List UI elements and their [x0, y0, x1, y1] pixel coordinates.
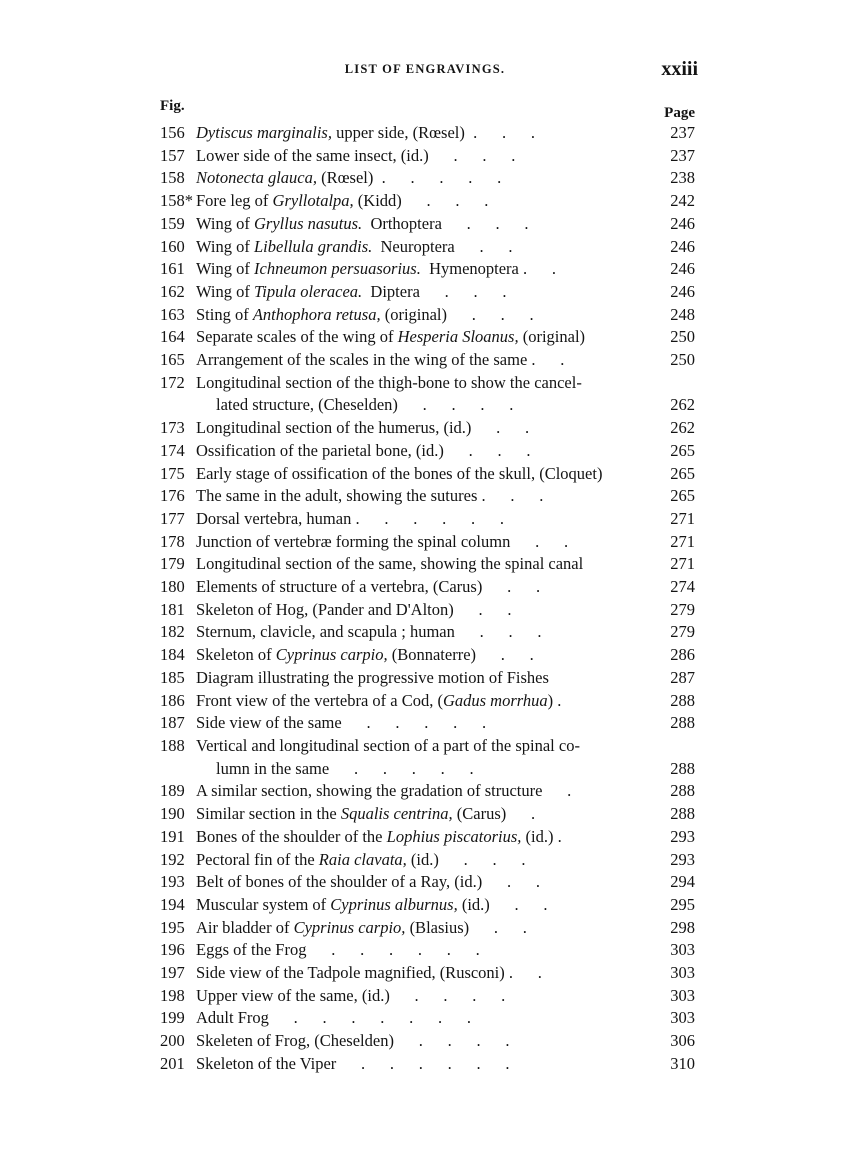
entry-text: Diptera . . . [362, 281, 507, 301]
entry-title [196, 531, 647, 554]
fig-number: 178 [160, 531, 185, 551]
entry-title [196, 372, 647, 417]
entry-text: Wing of [196, 259, 254, 279]
entry-line [196, 304, 647, 327]
fig-number: 163 [160, 304, 185, 324]
fig-number: 196 [160, 940, 185, 960]
page-ref: 262 [670, 395, 695, 415]
page-ref: 250 [670, 327, 695, 347]
fig-number: 164 [160, 327, 185, 347]
list-item [160, 985, 695, 1008]
page-ref: 286 [670, 645, 695, 665]
fig-number: 158 [160, 168, 185, 188]
fig-number: 173 [160, 418, 185, 438]
page-ref: 279 [670, 599, 695, 619]
list-item [160, 531, 695, 554]
entry-line [196, 1053, 647, 1076]
entry-line [196, 258, 647, 281]
list-item [160, 894, 695, 917]
page-ref: 310 [670, 1053, 695, 1073]
entry-text: Sting of [196, 304, 253, 324]
page-ref: 295 [670, 894, 695, 914]
entry-line [196, 190, 647, 213]
entry-text: Early stage of ossification of the bones of the skull, (Cloquet) [196, 463, 603, 483]
list-item [160, 349, 695, 372]
list-item [160, 1030, 695, 1053]
list-item [160, 576, 695, 599]
page-number: xxiii [661, 58, 698, 80]
entry-text: Vertical and longitudinal section of a part of the spinal co- [196, 735, 580, 755]
fig-number: 186 [160, 690, 185, 710]
entry-title [196, 780, 647, 803]
list-item [160, 417, 695, 440]
list-item [160, 213, 695, 236]
species-name: Gryllotalpa, [272, 191, 354, 211]
entry-text: Separate scales of the wing of [196, 327, 398, 347]
entry-text: Sternum, clavicle, and scapula ; human . . . [196, 622, 542, 642]
fig-number: 189 [160, 781, 185, 801]
entry-text: Skeleton of Hog, (Pander and D'Alton) . . [196, 599, 512, 619]
species-name: Libellula grandis. [254, 236, 373, 256]
entry-title [196, 985, 647, 1008]
entry-text: (Bonnaterre) . . [387, 645, 534, 665]
fig-number: 194 [160, 894, 185, 914]
entry-text: Longitudinal section of the thigh-bone to show the cancel- [196, 372, 582, 392]
list-item [160, 917, 695, 940]
page-ref: 246 [670, 281, 695, 301]
species-name: Cyprinus carpio, [293, 917, 406, 937]
list-item [160, 667, 695, 690]
list-item [160, 1053, 695, 1076]
entry-title [196, 1053, 647, 1076]
entry-title [196, 326, 647, 349]
entry-text: Bones of the shoulder of the [196, 826, 387, 846]
entry-line [196, 508, 647, 531]
entry-line [196, 621, 647, 644]
list-item [160, 122, 695, 145]
list-item [160, 735, 695, 780]
entry-text: (Carus) . [452, 804, 536, 824]
column-headers [160, 98, 695, 124]
list-item [160, 962, 695, 985]
entry-text: Skeleten of Frog, (Cheselden) . . . . [196, 1031, 510, 1051]
entry-line [196, 553, 647, 576]
fig-number: 177 [160, 508, 185, 528]
entry-line [196, 735, 647, 758]
entry-title [196, 939, 647, 962]
entry-title [196, 508, 647, 531]
entry-text: upper side, (Rœsel) . . . [331, 123, 535, 142]
entry-line [196, 690, 647, 713]
entry-title [196, 1007, 647, 1030]
list-item [160, 553, 695, 576]
entry-title [196, 667, 647, 690]
entry-line [196, 440, 647, 463]
entry-text: (id.) . [521, 826, 562, 846]
entry-title [196, 440, 647, 463]
running-title: LIST OF ENGRAVINGS. [344, 62, 506, 76]
page-ref: 246 [670, 259, 695, 279]
list-item [160, 690, 695, 713]
page-ref: 265 [670, 463, 695, 483]
species-name: Cyprinus alburnus, [330, 894, 458, 914]
list-item [160, 939, 695, 962]
fig-number: 162 [160, 281, 185, 301]
entry-text: Lower side of the same insect, (id.) . . . [196, 145, 516, 165]
entry-line [196, 803, 647, 826]
list-item [160, 440, 695, 463]
fig-number: 195 [160, 917, 185, 937]
entry-title [196, 304, 647, 327]
entry-text: Wing of [196, 281, 254, 301]
page-ref: 303 [670, 1008, 695, 1028]
page-header [0, 58, 850, 88]
entry-text: Ossification of the parietal bone, (id.) . . . [196, 440, 531, 460]
entry-title [196, 803, 647, 826]
list-item [160, 780, 695, 803]
page-ref: 271 [670, 508, 695, 528]
entry-line [196, 213, 647, 236]
entry-text: Adult Frog . . . . . . . [196, 1008, 472, 1028]
page-ref: 246 [670, 213, 695, 233]
entry-title [196, 485, 647, 508]
fig-number: 188 [160, 735, 185, 755]
entry-line [196, 712, 647, 735]
entry-text: Longitudinal section of the humerus, (id.) . . [196, 418, 530, 438]
entry-text: (Rœsel) . . . . . [316, 168, 502, 188]
entry-title [196, 599, 647, 622]
entry-text: Junction of vertebræ forming the spinal column . . [196, 531, 569, 551]
entry-text: (original) [518, 327, 586, 347]
entry-line [196, 894, 647, 917]
entry-text: (id.) . . . [406, 849, 526, 869]
list-item [160, 599, 695, 622]
page-ref: 303 [670, 963, 695, 983]
entry-title [196, 712, 647, 735]
entry-line [196, 463, 647, 486]
fig-number: 165 [160, 350, 185, 370]
species-name: Tipula oleracea. [254, 281, 363, 301]
list-item [160, 485, 695, 508]
entry-title [196, 849, 647, 872]
page-ref: 238 [670, 168, 695, 188]
fig-number: 159 [160, 213, 185, 233]
fig-number: 156 [160, 123, 185, 142]
page-ref: 237 [670, 123, 695, 142]
entry-title [196, 690, 647, 713]
entry-text: Wing of [196, 213, 254, 233]
fig-column-label: Fig. [160, 98, 185, 114]
entry-text: Skeleton of the Viper . . . . . . [196, 1053, 510, 1073]
species-name: Hesperia Sloanus, [397, 327, 519, 347]
species-name: Notonecta glauca, [196, 168, 317, 188]
page-ref: 262 [670, 418, 695, 438]
species-name: Lophius piscatorius, [386, 826, 522, 846]
list-item [160, 712, 695, 735]
entry-text: Neuroptera . . [372, 236, 513, 256]
entry-text: (Blasius) . . [405, 917, 527, 937]
page-ref: 288 [670, 804, 695, 824]
entry-text: The same in the adult, showing the sutures . . . [196, 486, 544, 506]
entry-line [196, 485, 647, 508]
page-ref: 265 [670, 486, 695, 506]
fig-number: 200 [160, 1031, 185, 1051]
entry-title [196, 349, 647, 372]
list-item [160, 826, 695, 849]
fig-number: 184 [160, 645, 185, 665]
entry-line [196, 780, 647, 803]
entry-text: Air bladder of [196, 917, 294, 937]
entry-text: Elements of structure of a vertebra, (Carus) . . [196, 577, 541, 597]
list-item [160, 304, 695, 327]
list-item [160, 145, 695, 168]
fig-number: 176 [160, 486, 185, 506]
page-ref: 237 [670, 145, 695, 165]
entry-title [196, 644, 647, 667]
page-ref: 294 [670, 872, 695, 892]
entry-text: (id.) . . [457, 894, 548, 914]
page-ref: 288 [670, 713, 695, 733]
entry-line [196, 576, 647, 599]
entry-text: ) . [547, 690, 562, 710]
fig-number: 174 [160, 440, 185, 460]
entry-line [196, 145, 647, 168]
entry-text: Side view of the Tadpole magnified, (Rusconi) . . [196, 963, 542, 983]
page-ref: 288 [670, 758, 695, 778]
entry-text: Eggs of the Frog . . . . . . [196, 940, 480, 960]
entry-line [196, 394, 647, 417]
fig-number: 175 [160, 463, 185, 483]
entry-text: Muscular system of [196, 894, 331, 914]
entry-title [196, 576, 647, 599]
entry-title [196, 962, 647, 985]
page-ref: 279 [670, 622, 695, 642]
species-name: Squalis centrina, [340, 804, 453, 824]
entry-text: Similar section in the [196, 804, 341, 824]
fig-number: 172 [160, 372, 185, 392]
entry-line [196, 417, 647, 440]
entry-title [196, 1030, 647, 1053]
entry-line [196, 1030, 647, 1053]
entry-text: lumn in the same . . . . . [216, 758, 474, 778]
entry-text: Arrangement of the scales in the wing of the same . . [196, 350, 565, 370]
species-name: Anthophora retusa, [252, 304, 381, 324]
list-item [160, 167, 695, 190]
entry-text: Wing of [196, 236, 254, 256]
entry-text: Pectoral fin of the [196, 849, 319, 869]
list-item [160, 236, 695, 259]
entry-text: Longitudinal section of the same, showing the spinal canal [196, 554, 584, 574]
entry-title [196, 463, 647, 486]
entry-text: Dorsal vertebra, human . . . . . . [196, 508, 504, 528]
fig-number: 197 [160, 963, 185, 983]
entry-title [196, 417, 647, 440]
page-ref: 242 [670, 191, 695, 211]
list-item [160, 1007, 695, 1030]
entry-line [196, 281, 647, 304]
list-item [160, 281, 695, 304]
entry-line [196, 871, 647, 894]
list-item [160, 326, 695, 349]
entry-text: Belt of bones of the shoulder of a Ray, (id.) . . [196, 872, 540, 892]
page-ref: 271 [670, 554, 695, 574]
entry-line [196, 599, 647, 622]
list-item [160, 871, 695, 894]
page-column-label: Page [664, 105, 695, 121]
page-ref: 306 [670, 1031, 695, 1051]
entry-line [196, 667, 647, 690]
entry-title [196, 871, 647, 894]
entry-title [196, 213, 647, 236]
entry-text: (Kidd) . . . [353, 191, 489, 211]
fig-number: 158* [160, 191, 193, 211]
fig-number: 160 [160, 236, 185, 256]
list-item [160, 258, 695, 281]
entry-title [196, 826, 647, 849]
entry-line [196, 236, 647, 259]
page-ref: 288 [670, 781, 695, 801]
entry-line [196, 122, 647, 145]
species-name: Gryllus nasutus. [254, 213, 363, 233]
fig-number: 193 [160, 872, 185, 892]
page-ref: 250 [670, 350, 695, 370]
entry-line [196, 849, 647, 872]
page-ref: 265 [670, 440, 695, 460]
entry-text: Orthoptera . . . [362, 213, 529, 233]
entry-line [196, 349, 647, 372]
entry-title [196, 236, 647, 259]
entry-line [196, 372, 647, 395]
entry-title [196, 917, 647, 940]
page-ref: 293 [670, 849, 695, 869]
fig-number: 187 [160, 713, 185, 733]
entry-title [196, 190, 647, 213]
entry-line [196, 758, 647, 781]
list-item [160, 849, 695, 872]
list-item [160, 463, 695, 486]
list-item [160, 190, 695, 213]
page-ref: 303 [670, 985, 695, 1005]
entry-title [196, 894, 647, 917]
fig-number: 190 [160, 804, 185, 824]
species-name: Gadus morrhua [442, 690, 548, 710]
entry-line [196, 939, 647, 962]
species-name: Cyprinus carpio, [275, 645, 388, 665]
engravings-list [160, 122, 695, 1076]
entry-title [196, 167, 647, 190]
page-ref: 288 [670, 690, 695, 710]
list-item [160, 621, 695, 644]
entry-text: Skeleton of [196, 645, 276, 665]
fig-number: 192 [160, 849, 185, 869]
entry-title [196, 553, 647, 576]
entry-text: Hymenoptera . . [420, 259, 557, 279]
fig-number: 161 [160, 259, 185, 279]
species-name: Ichneumon persuasorius. [254, 259, 421, 279]
list-item [160, 644, 695, 667]
fig-number: 181 [160, 599, 185, 619]
entry-text: Side view of the same . . . . . [196, 713, 487, 733]
entry-line [196, 985, 647, 1008]
fig-number: 191 [160, 826, 185, 846]
entry-line [196, 917, 647, 940]
page-ref: 303 [670, 940, 695, 960]
entry-title [196, 145, 647, 168]
page-ref: 248 [670, 304, 695, 324]
fig-number: 198 [160, 985, 185, 1005]
fig-number: 180 [160, 577, 185, 597]
fig-number: 201 [160, 1053, 185, 1073]
list-item [160, 372, 695, 417]
page-ref: 246 [670, 236, 695, 256]
entry-line [196, 644, 647, 667]
entry-title [196, 281, 647, 304]
entry-text: (original) . . . [380, 304, 534, 324]
fig-number: 157 [160, 145, 185, 165]
fig-number: 179 [160, 554, 185, 574]
page-ref: 271 [670, 531, 695, 551]
entry-title [196, 258, 647, 281]
page-ref: 274 [670, 577, 695, 597]
entry-title [196, 621, 647, 644]
fig-number: 199 [160, 1008, 185, 1028]
entry-text: Upper view of the same, (id.) . . . . [196, 985, 506, 1005]
entry-text: Front view of the vertebra of a Cod, ( [196, 690, 443, 710]
entry-line [196, 531, 647, 554]
entry-line [196, 826, 647, 849]
page-ref: 298 [670, 917, 695, 937]
entry-text: lated structure, (Cheselden) . . . . [216, 395, 514, 415]
page-ref: 293 [670, 826, 695, 846]
entry-line [196, 962, 647, 985]
entry-text: Diagram illustrating the progressive motion of Fishes [196, 667, 549, 687]
fig-number: 185 [160, 667, 185, 687]
entry-line [196, 167, 647, 190]
list-item [160, 803, 695, 826]
entry-text: Fore leg of [196, 191, 273, 211]
species-name: Raia clavata, [318, 849, 407, 869]
list-item [160, 508, 695, 531]
entry-title [196, 735, 647, 780]
species-name: Dytiscus marginalis, [196, 123, 332, 142]
entry-title [196, 122, 647, 145]
page-ref: 287 [670, 667, 695, 687]
fig-number: 182 [160, 622, 185, 642]
entry-text: A similar section, showing the gradation of structure . [196, 781, 572, 801]
entry-line [196, 1007, 647, 1030]
entry-line [196, 326, 647, 349]
